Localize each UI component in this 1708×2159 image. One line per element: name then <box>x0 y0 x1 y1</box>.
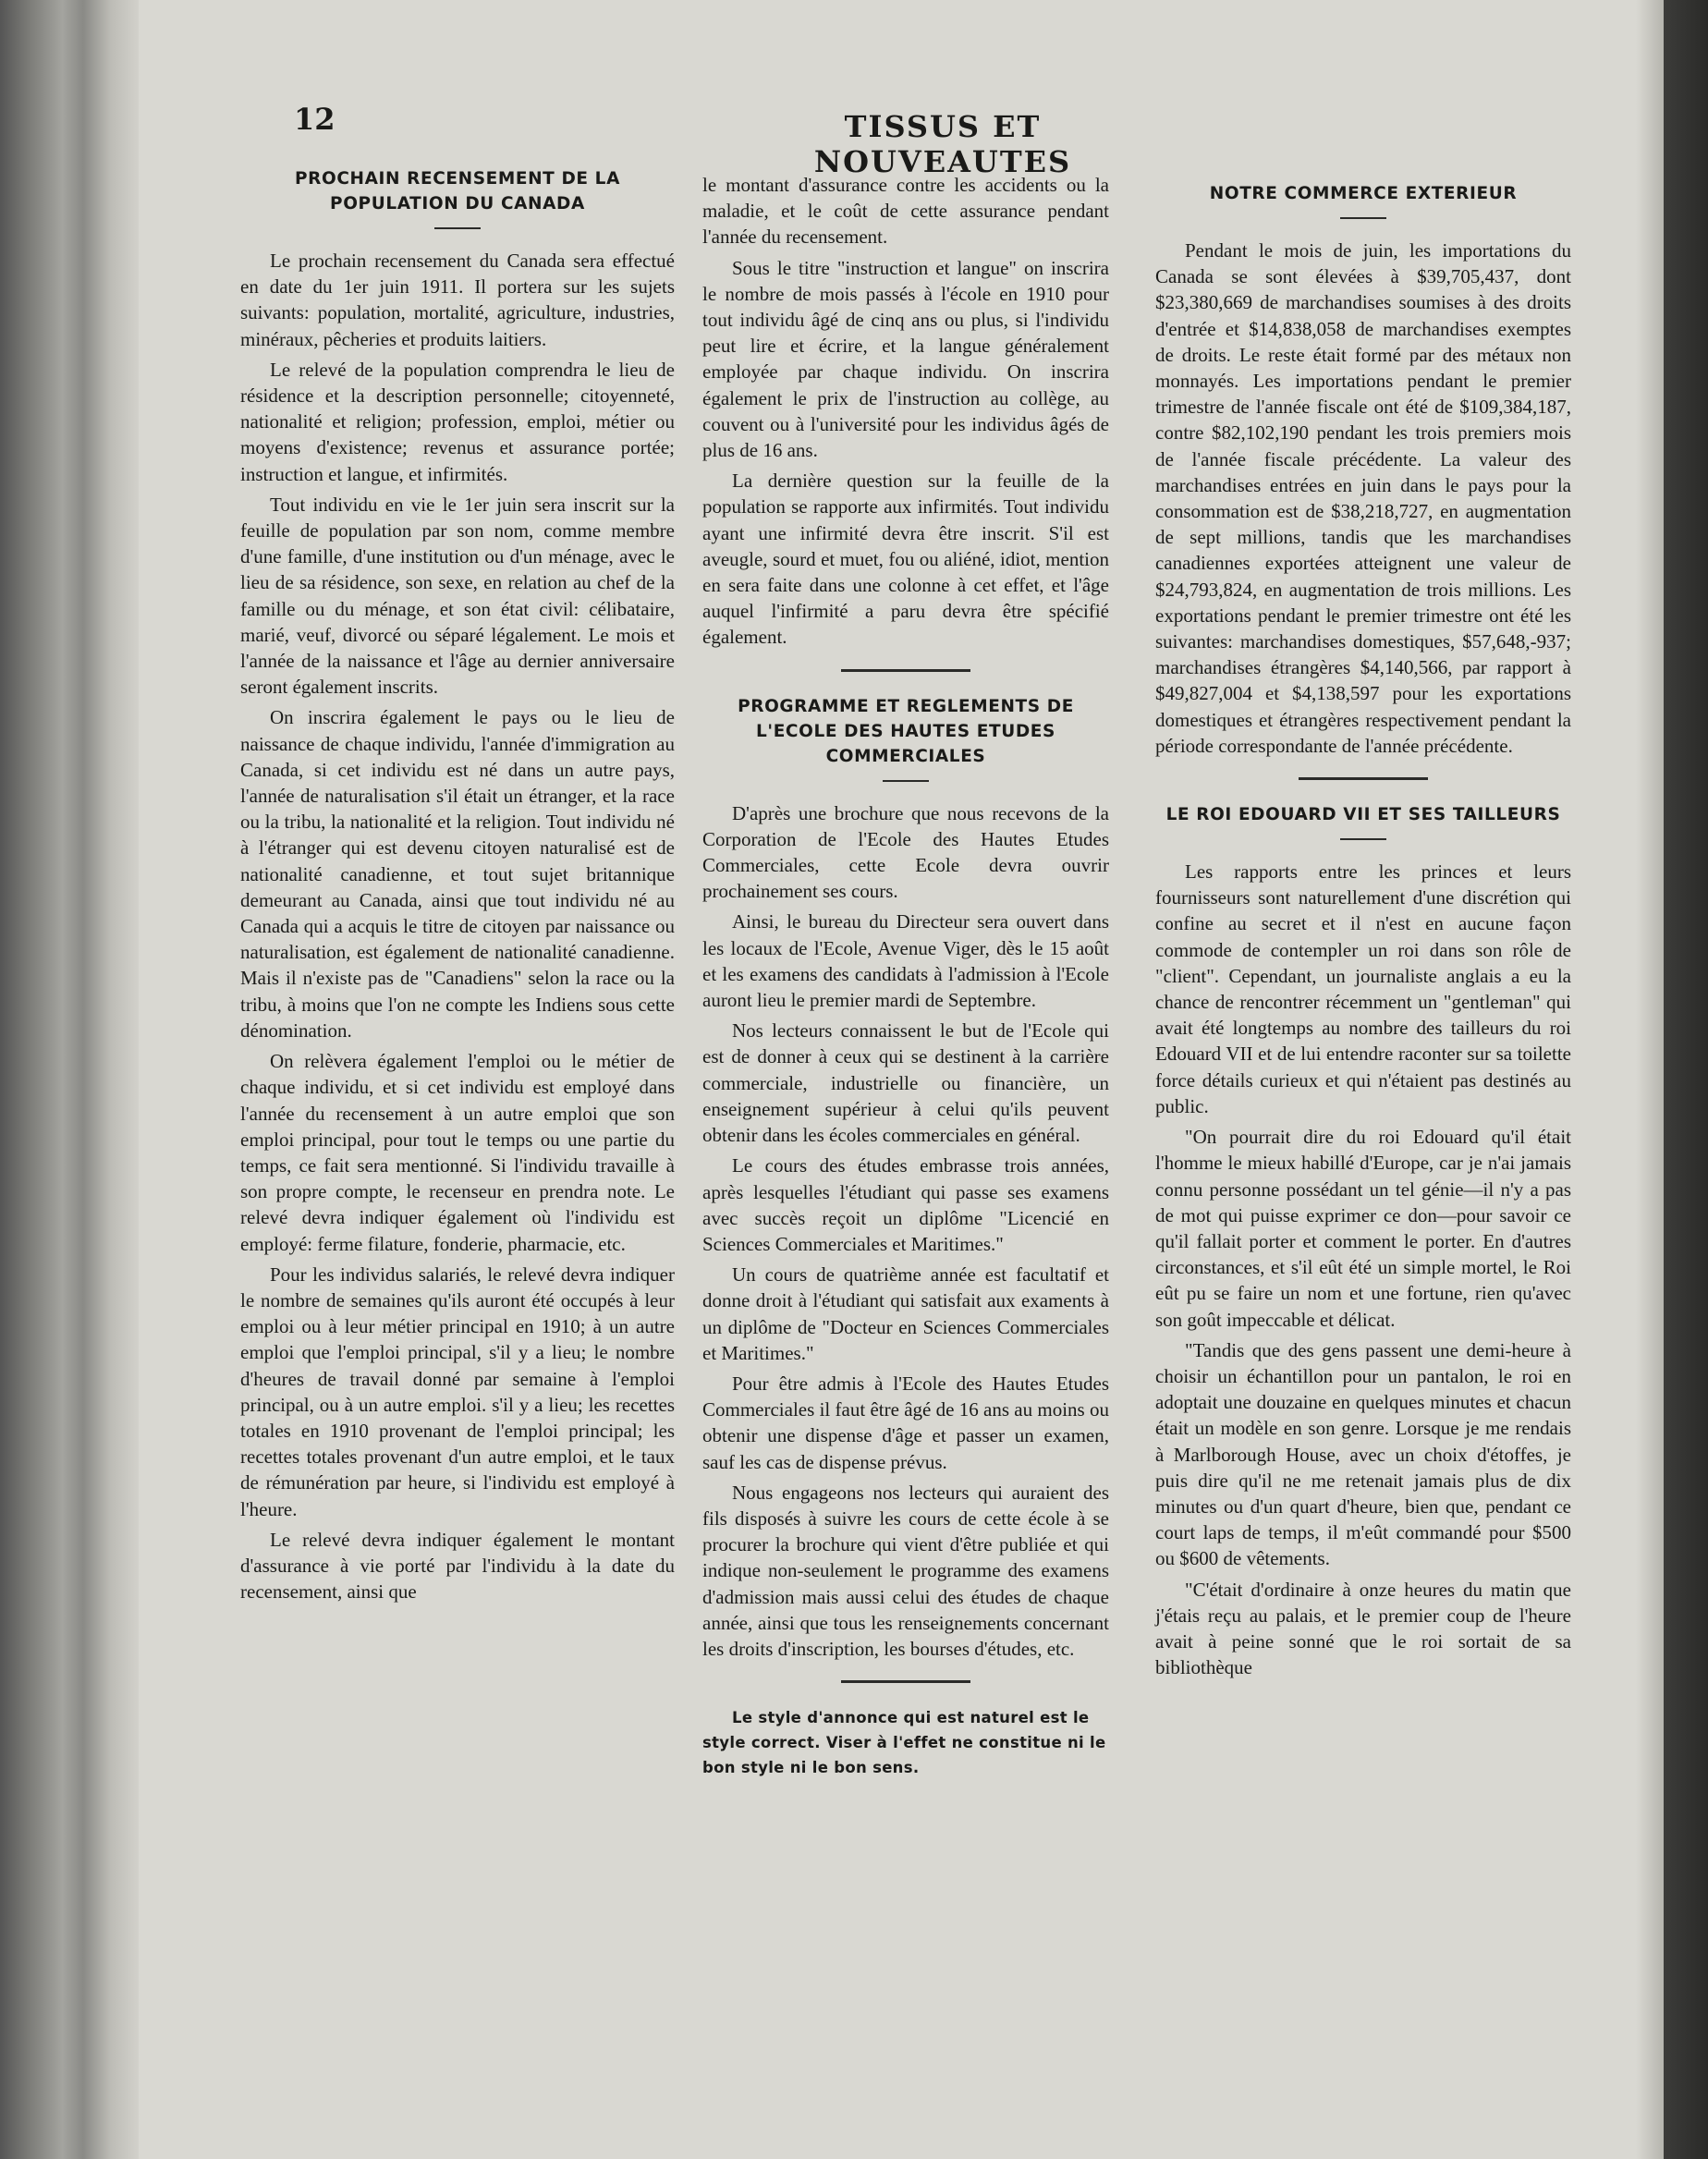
school-paragraph-2: Ainsi, le bureau du Directeur sera ouvert dans les locaux de l'Ecole, Avenue Viger, dès le 15 août et les examens des candidats à l'admission à l'Ecole auront lieu le premier mardi de Septembre. <box>702 910 1109 1012</box>
column-3 <box>1155 181 1571 1685</box>
column-1 <box>240 166 675 1609</box>
style-notice: Le style d'annonce qui est naturel est le style correct. Viser à l'effet ne constitue ni le bon style ni le bon sens. <box>702 1709 1106 1777</box>
king-paragraph-2: "On pourrait dire du roi Edouard qu'il était l'homme le mieux habillé d'Europe, car je n'ai jamais connu personne possédant un tel génie—il n'y a pas de mot qui puisse exprimer ce don—pour savoir ce qu'il fallait porter et comment le porter. En d'autres circonstances, et s'il eût été un simple mortel, le Roi eût pu se faire un nom et une fortune, rien qu'avec son goût impeccable et délicat. <box>1155 1126 1571 1331</box>
census-paragraph-3: Tout individu en vie le 1er juin sera inscrit sur la feuille de population par son nom, comme membre d'une famille, d'une institution ou d'un ménage, avec le lieu de sa résidence, son sexe, en relation au chef de la famille ou du ménage, et son état civil: célibataire, marié, veuf, divorcé ou séparé légalement. Le mois et l'année de la naissance et l'âge au dernier anniversaire seront également inscrits. <box>240 493 675 699</box>
census-title: PROCHAIN RECENSEMENT DE LA POPULATION DU CANADA <box>295 169 620 213</box>
school-paragraph-5: Un cours de quatrième année est facultatif et donne droit à l'étudiant qui satisfait aux examents à un diplôme de "Docteur en Sciences Commerciales et Maritimes." <box>702 1263 1109 1364</box>
census-paragraph-4: On inscrira également le pays ou le lieu de naissance de chaque individu, l'année d'immigration au Canada, si cet individu est né dans un autre pays, l'année de naturalisation s'il était un étranger, et la race ou la tribu, la nationalité et la religion. Tout individu né à l'étranger qui est devenu citoyen naturalisé est de nationalité canadienne, et tout sujet britannique demeurant au Canada, ainsi que tout individu né au Canada qui a acquis le titre de citoyen par naissance ou naturalisation, est également de nationalité canadienne. Mais il n'existe pas de "Canadiens" selon la race ou la tribu, à moins que l'on ne compte les Indiens sous cette dénomination. <box>240 706 675 1042</box>
column-2 <box>702 172 1109 1785</box>
king-paragraph-3: "Tandis que des gens passent une demi-heure à choisir un échantillon pour un pantalon, le roi en adoptait une douzaine en quelques minutes et chacun était un modèle en son genre. Lorsque je me rendais à Marlborough House, avec un choix d'étoffes, je puis dire qu'il ne me retenait jamais plus de dix minutes ou d'un quart d'heure, bien que, pendant ce court laps de temps, il m'eût commandé pour $500 ou $600 de vêtements. <box>1155 1338 1571 1570</box>
census-paragraph-5: On relèvera également l'emploi ou le métier de chaque individu, et si cet individu est employé dans l'année du recensement à un autre emploi que son emploi principal, pour tout le temps ou une partie du temps, ce fait sera mentionné. Si l'individu travaille à son propre compte, le recenseur en prendra note. Le relevé devra indiquer également où l'individu est employé: ferme filature, fonderie, pharmacie, etc. <box>240 1050 675 1255</box>
title-rule <box>434 227 481 229</box>
census-continuation-1: le montant d'assurance contre les accidents ou la maladie, et le coût de cette assurance pendant l'année du recensement. <box>702 174 1109 249</box>
title-rule <box>1340 838 1386 840</box>
title-rule <box>1340 217 1386 219</box>
school-paragraph-1: D'après une brochure que nous recevons de la Corporation de l'Ecole des Hautes Etudes Commerciales, cette Ecole devra ouvrir prochainement ses cours. <box>702 801 1109 903</box>
school-title: PROGRAMME ET REGLEMENTS DE L'ECOLE DES HAUTES ETUDES COMMERCIALES <box>738 696 1074 766</box>
census-paragraph-1: Le prochain recensement du Canada sera effectué en date du 1er juin 1911. Il portera sur les sujets suivants: population, mortalité, agriculture, industries, minéraux, pêcheries et produits laitiers. <box>240 250 675 350</box>
trade-title: NOTRE COMMERCE EXTERIEUR <box>1209 184 1518 203</box>
section-divider <box>1299 777 1428 780</box>
census-continuation-2: Sous le titre "instruction et langue" on inscrira le nombre de mois passés à l'école en 1910 pour tout individu âgé de cinq ans ou plus, si l'individu peut lire et écrire, et la langue généralement employée par chaque individu. On inscrira également le prix de l'instruction au collège, au couvent ou à l'université pour les individus âgés de plus de 16 ans. <box>702 256 1109 462</box>
school-paragraph-6: Pour être admis à l'Ecole des Hautes Etudes Commerciales il faut être âgé de 16 ans au moins ou obtenir une dispense d'âge et passer un examen, sauf les cas de dispense prévus. <box>702 1372 1109 1473</box>
book-edge <box>1664 0 1708 2159</box>
school-paragraph-3: Nos lecteurs connaissent le but de l'Ecole qui est de donner à ceux qui se destinent à la carrière commerciale, industrielle ou financière, un enseignement supérieur à celui qu'ils peuvent obtenir dans les écoles commerciales en général. <box>702 1019 1109 1147</box>
school-paragraph-7: Nous engageons nos lecteurs qui auraient des fils disposés à suivre les cours de cette école à se procurer la brochure qui vient d'être publiée et qui indique non-seulement le programme des examens d'admission mais aussi celui des études de chaque année, ainsi que tous les renseignements concernant les droits d'inscription, les bourses d'études, etc. <box>702 1481 1109 1660</box>
king-title: LE ROI EDOUARD VII ET SES TAILLEURS <box>1165 805 1561 825</box>
census-paragraph-2: Le relevé de la population comprendra le lieu de résidence et la description personnelle; citoyenneté, nationalité et religion; profession, emploi, métier ou moyens d'existence; revenus et assurance portée; instruction et langue, et infirmités. <box>240 358 675 485</box>
title-rule <box>883 780 929 782</box>
king-paragraph-4: "C'était d'ordinaire à onze heures du matin que j'étais reçu au palais, et le premier coup de l'heure avait à peine sonné que le roi sortait de sa bibliothèque <box>1155 1578 1571 1679</box>
book-gutter <box>0 0 139 2159</box>
census-paragraph-7: Le relevé devra indiquer également le montant d'assurance à vie porté par l'individu à la date du recensement, ainsi que <box>240 1528 675 1604</box>
section-divider <box>841 669 970 672</box>
page-number: 12 <box>294 102 336 137</box>
school-paragraph-4: Le cours des études embrasse trois années, après lesquelles l'étudiant qui passe ses examens avec succès reçoit un diplôme "Licencié en Sciences Commerciales et Maritimes." <box>702 1154 1109 1255</box>
section-divider <box>841 1680 970 1683</box>
trade-paragraph-1: Pendant le mois de juin, les importations du Canada se sont élevées à $39,705,437, dont $23,380,669 de marchandises soumises à des droits d'entrée et $14,838,058 de marchandises exemptes de droits. Le reste était formé par des métaux non monnayés. Les importations pendant le premier trimestre de l'année fiscale ont été de $109,384,187, contre $82,102,190 pendant les trois premiers mois de l'année fiscale précédente. La valeur des marchandises entrées en juin dans le pays pour la consommation est de $38,218,727, en augmentation de sept millions, tandis que les marchandises canadiennes exportées atteignent une valeur de $24,793,824, en augmentation de trois millions. Les exportations pendant le premier trimestre ont été les suivantes: marchandises domestiques, $57,648,-937; marchandises étrangères $4,140,566, par rapport à $49,827,004 et $4,138,597 pour les exportations domestiques et étrangères respectivement pendant la période correspondante de l'année précédente. <box>1155 239 1571 757</box>
running-head: TISSUS ET NOUVEAUTES <box>813 109 1072 179</box>
census-continuation-3: La dernière question sur la feuille de la population se rapporte aux infirmités. Tout individu ayant une infirmité devra être inscrit. S'il est aveugle, sourd et muet, fou ou aliéné, idiot, mention en sera faite dans une colonne à cet effet, et l'âge auquel l'infirmité a paru devra être spécifié également. <box>702 470 1109 649</box>
page-edge <box>1636 0 1664 2159</box>
census-paragraph-6: Pour les individus salariés, le relevé devra indiquer le nombre de semaines qu'ils auront été occupés à leur emploi ou à leur métier principal en 1910; à un autre emploi que l'emploi principal, s'il y a lieu; le nombre d'heures de travail donné par semaine à l'emploi principal, ou à un autre emploi. s'il y a lieu; les recettes totales en 1910 provenant de l'emploi principal; les recettes totales provenant d'un autre emploi, et le taux de rémunération par heure, si l'individu est employé à l'heure. <box>240 1262 675 1520</box>
king-paragraph-1: Les rapports entre les princes et leurs fournisseurs sont naturellement d'une discrétion qui confine au secret et il n'est en aucune façon commode de contempler un roi dans son rôle de "client". Cependant, un journaliste anglais a eu la chance de rencontrer récemment un "gentleman" qui avait été longtemps au nombre des tailleurs du roi Edouard VII et de lui entendre raconter sur sa toilette force détails curieux et qui n'étaient pas destinés au public. <box>1155 860 1571 1117</box>
